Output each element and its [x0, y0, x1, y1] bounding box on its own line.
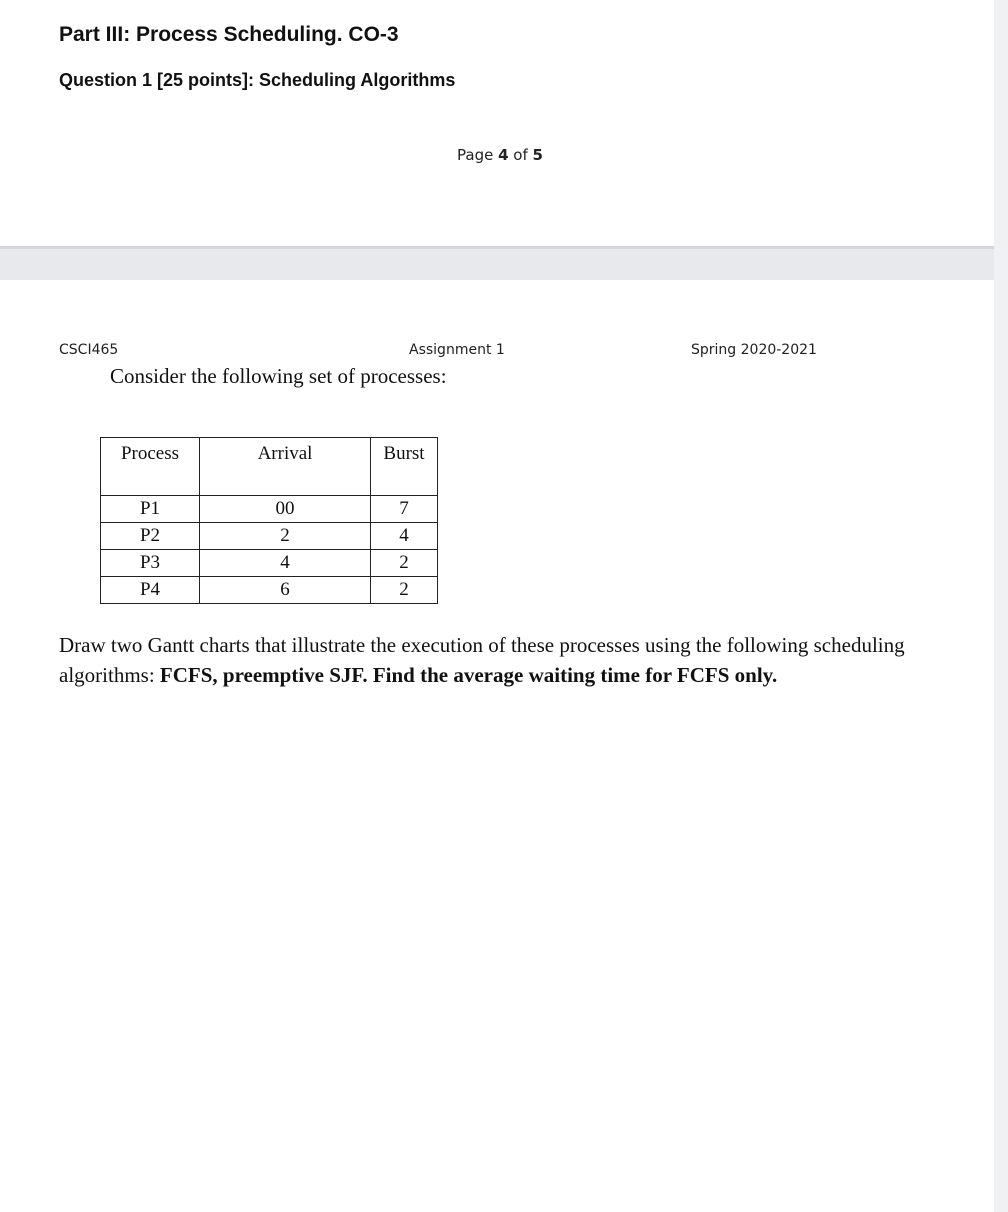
process-cell: P2 — [101, 523, 200, 550]
process-table — [100, 437, 438, 604]
current-page: 4 — [498, 146, 509, 164]
table-row — [101, 550, 438, 577]
table-row — [101, 496, 438, 523]
intro-text: Consider the following set of processes: — [110, 364, 447, 388]
waiting-time-bold: Find the average waiting time for FCFS only. — [372, 663, 778, 687]
page-4-bottom — [0, 0, 994, 246]
page-5 — [0, 280, 994, 1212]
arrival-cell: 4 — [200, 550, 371, 577]
algorithms-bold: FCFS, preemptive SJF. — [159, 663, 368, 687]
burst-cell: 2 — [371, 577, 438, 604]
burst-cell: 7 — [371, 496, 438, 523]
process-cell: P1 — [101, 496, 200, 523]
total-pages: 5 — [532, 146, 543, 164]
instructions-text: Draw two Gantt charts that illustrate the execution of these processes using the following scheduling algorithms: FCFS, preemptive SJF. Find the average waiting time for FCFS only. — [59, 633, 905, 687]
question-title: Question 1 [25 points]: Scheduling Algorithms — [59, 70, 456, 90]
arrival-cell: 2 — [200, 523, 371, 550]
part-title: Part III: Process Scheduling. CO-3 — [59, 23, 399, 46]
page-separator — [0, 246, 994, 249]
page-number: Page 4 of 5 — [457, 146, 543, 164]
viewer-gutter — [994, 0, 1008, 1212]
course-code: CSCI465 — [59, 342, 119, 358]
burst-cell: 4 — [371, 523, 438, 550]
table-header-row — [101, 438, 438, 496]
process-cell: P4 — [101, 577, 200, 604]
arrival-cell: 6 — [200, 577, 371, 604]
table-row — [101, 577, 438, 604]
header-arrival: Arrival — [200, 438, 371, 496]
assignment-label: Assignment 1 — [409, 342, 505, 358]
header-process: Process — [101, 438, 200, 496]
term-label: Spring 2020-2021 — [691, 342, 817, 358]
table-row — [101, 523, 438, 550]
burst-cell: 2 — [371, 550, 438, 577]
arrival-cell: 00 — [200, 496, 371, 523]
process-cell: P3 — [101, 550, 200, 577]
header-burst: Burst — [371, 438, 438, 496]
